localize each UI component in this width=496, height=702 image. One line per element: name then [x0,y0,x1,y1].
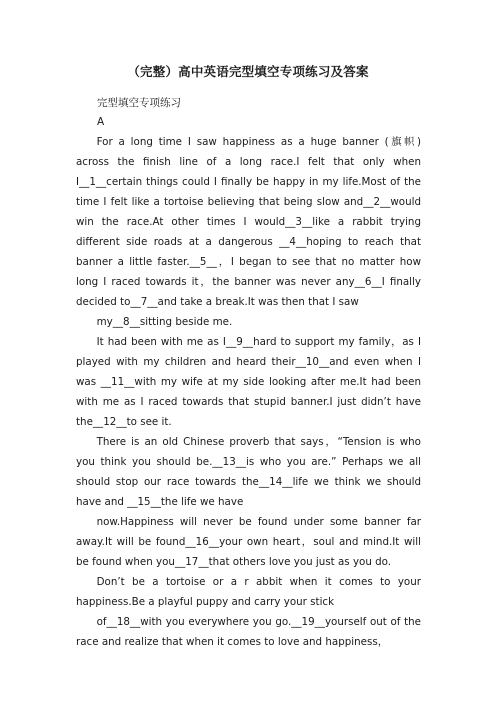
passage-paragraph-5: now.Happiness will never be found under some banner far away.It will be found__16__your own heart，soul and mind.It will be found when you__17__that others love you just as you do. [76,516,421,568]
document-title: （完整）高中英语完型填空专项练习及答案 [127,64,369,79]
passage-body [76,132,421,652]
passage-paragraph-2: my__8__sitting beside me. [96,316,233,328]
passage-paragraph-6: Don’t be a tortoise or a r abbit when it comes to your happiness.Be a playful puppy and carry your stick [76,576,421,608]
passage-paragraph-4: There is an old Chinese proverb that says，“Tension is who you think you should be.__13__is who you are.” Perhaps we all should stop our race towards the__14__life we think we should have and __15__the life we have [76,436,421,508]
section-letter: A [97,116,105,128]
passage-paragraph-7: of__18__with you everywhere you go.__19__yourself out of the race and realize that when it comes to love and happiness， [76,616,421,648]
passage-paragraph-1: For a long time I saw happiness as a huge banner (旗帜) across the finish line of a long race.I felt that only when I__1__certain things could I finally be happy in my life.Most of the time I felt like a tortoise believing that being slow and__2__would win the race.At other times I would__3__like a rabbit trying different side roads at a dangerous __4__hoping to reach that banner a little faster.__5__，I began to see that no matter how long I raced towards it，the banner was never any__6__I finally decided to__7__and take a break.It was then that I saw [76,136,421,308]
section-heading: 完型填空专项练习 [97,97,181,109]
passage-paragraph-3: It had been with me as I__9__hard to support my family，as I played with my children and heard their__10__and even when I was __11__with my wife at my side looking after me.It had been with me as I raced towards that stupid banner.I just didn’t have the__12__to see it. [76,336,421,428]
